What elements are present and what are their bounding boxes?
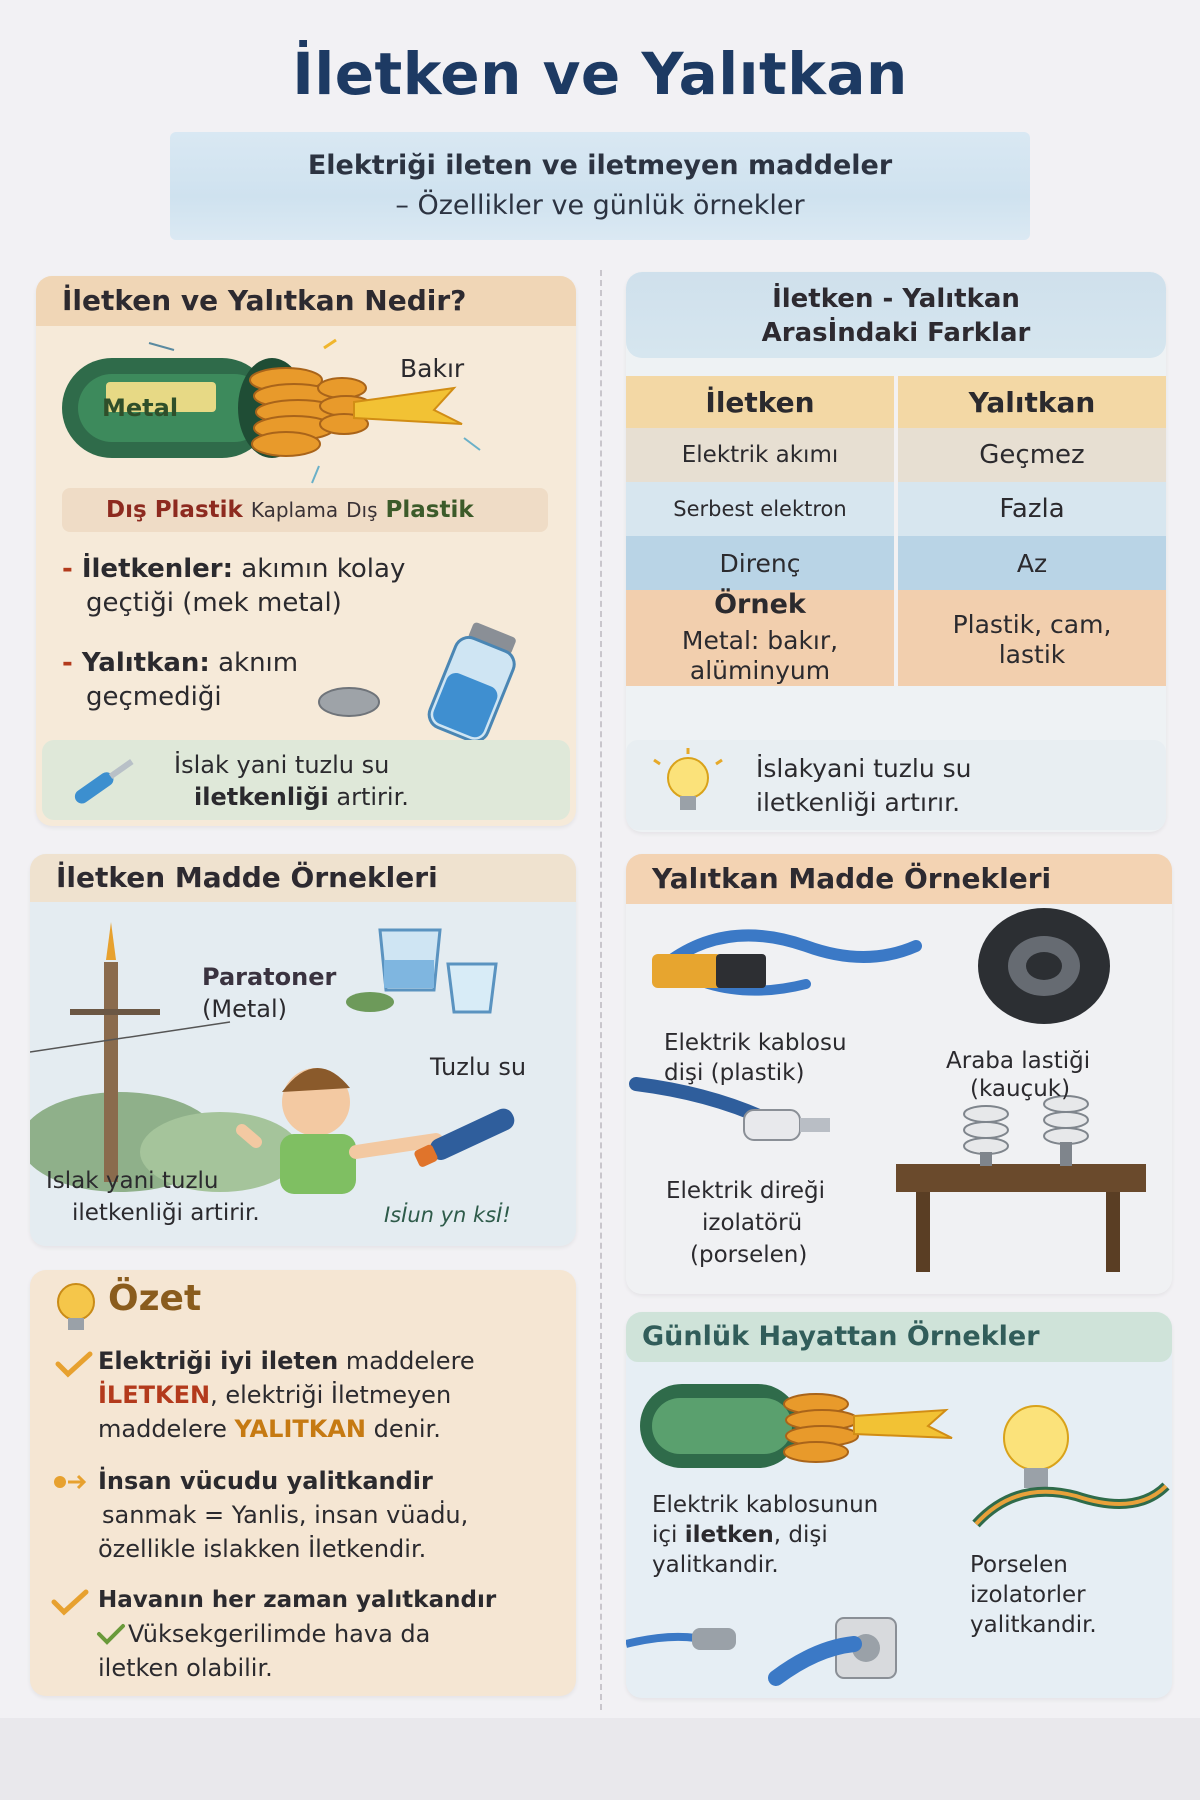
insulator-examples-panel [626, 854, 1172, 1294]
pole-label-line1: Elektrik direği [666, 1178, 825, 1204]
summary-item1-line3-post: denir. [366, 1415, 441, 1443]
differences-heading [626, 272, 1166, 358]
salt-water-label: Tuzlu su [430, 1053, 527, 1081]
table-row [626, 536, 1166, 590]
summary-heading: Özet [108, 1278, 202, 1319]
daily-porcelain-line1: Porselen [970, 1552, 1068, 1578]
table-row [626, 590, 1166, 686]
daily-cable-line2-post: , dişi [773, 1522, 828, 1548]
summary-item3-line3: iletken olabilir. [98, 1654, 273, 1682]
summary-item1-rest: maddelere [338, 1347, 475, 1375]
arrow-icon [52, 1470, 92, 1494]
summary-item1-line3-pre: maddelere [98, 1415, 235, 1443]
insulator-examples-heading: Yalıtkan Madde Örnekleri [626, 854, 1172, 904]
lightning-rod-label: Paratoner [202, 963, 337, 991]
row1-left: Elektrik akımı [626, 428, 896, 482]
summary-item-2 [98, 1464, 568, 1566]
water-bottle-icon [416, 606, 536, 746]
insulator-definition [62, 646, 298, 714]
page-title: İletken ve Yalıtkan [292, 40, 908, 108]
check-icon [54, 1350, 94, 1380]
differences-heading-line2: Arasİndaki Farklar [761, 318, 1031, 348]
summary-item1-line2: , elektriği İletmeyen [210, 1381, 452, 1409]
differences-note-line1: İslakyani tuzlu su [756, 754, 972, 783]
table-row [626, 428, 1166, 482]
what-is-note-rest: artirir. [328, 783, 409, 811]
band-text-1: Dış [106, 497, 147, 523]
example-left: Metal: bakır, alüminyum [681, 626, 839, 685]
def2-bold: Yalıtkan: [81, 648, 210, 678]
summary-item-1 [98, 1344, 568, 1446]
row3-right: Az [896, 536, 1166, 590]
light-bulb-icon [48, 1278, 104, 1338]
wet-label-line2: iletkenliği artirir. [72, 1200, 260, 1226]
def1-prefix: - [62, 554, 82, 584]
band-text-4: Dış [346, 498, 378, 522]
subtitle-band [170, 132, 1030, 240]
cable-label-line2: dişi (plastik) [664, 1060, 805, 1086]
def2-rest: aknım [209, 648, 299, 678]
what-is-note-bold: iletkenliği [194, 783, 329, 811]
summary-item1-bold: Elektriği iyi ileten [98, 1347, 339, 1375]
daily-life-panel [626, 1312, 1172, 1698]
summary-item2-bold: İnsan vücudu yalitkandir [98, 1467, 433, 1495]
cable-label-line1: Elektrik kablosu [664, 1030, 847, 1056]
row2-right: Fazla [896, 482, 1166, 536]
differences-note [626, 740, 1166, 830]
metal-label: Metal [102, 394, 179, 422]
example-right-cell [896, 590, 1166, 686]
def2-line2: geçmediği [86, 682, 222, 712]
what-is-note [42, 740, 570, 820]
signature-text: Isİun yn ksİ! [384, 1203, 511, 1227]
summary-item1-hl: İLETKEN [98, 1381, 211, 1409]
pole-label-line2: izolatörü [702, 1210, 803, 1236]
summary-item2-line2: sanmak = Yanlis, insan vüaḋu, [102, 1501, 469, 1529]
conductor-examples-heading: İletken Madde Örnekleri [30, 854, 576, 902]
differences-note-line2: iletkenliği artırır. [756, 788, 961, 817]
comparison-table [626, 376, 1166, 686]
band-text-3: Kaplama [250, 498, 339, 522]
row1-right: Geçmez [896, 428, 1166, 482]
table-row [626, 482, 1166, 536]
differences-panel [626, 272, 1166, 832]
tire-label-line2: (kauçuk) [970, 1076, 1071, 1102]
example-label: Örnek [714, 589, 806, 620]
daily-cable-line2 [652, 1520, 828, 1550]
band-text-2: Plastik [154, 497, 243, 523]
summary-item3-bold: Havanın her zaman yalıtkandır [98, 1587, 497, 1613]
check-icon [50, 1588, 90, 1618]
daily-cable-line1: Elektrik kablosunun [652, 1492, 879, 1518]
coin-icon [314, 682, 384, 722]
column-divider [600, 270, 602, 1710]
summary-item2-line3: özellikle islakken İletkendir. [98, 1535, 427, 1563]
light-bulb-icon [648, 746, 728, 826]
what-is-note-line2 [194, 780, 409, 814]
pole-label-line3: (porselen) [690, 1242, 808, 1268]
example-left-cell [626, 590, 896, 686]
daily-porcelain-line3: yalitkandir. [970, 1612, 1097, 1638]
lightning-rod-sub: (Metal) [202, 995, 287, 1023]
conductor-definition [62, 552, 405, 620]
subtitle-line-1: Elektriği ileten ve iletmeyen maddeler [307, 150, 893, 181]
daily-cable-line2-bold: iletken [684, 1522, 774, 1548]
def1-bold: İletkenler: [81, 554, 233, 584]
row3-left: Direnç [626, 536, 896, 590]
screwdriver-icon [64, 754, 144, 808]
def1-line2: geçtiği (mek metal) [86, 588, 342, 618]
plastic-coating-band [62, 488, 548, 532]
summary-item-3 [98, 1582, 568, 1685]
copper-label: Bakır [400, 354, 465, 383]
summary-item1-hl2: YALITKAN [234, 1415, 367, 1443]
col-insulator: Yalıtkan [896, 376, 1166, 428]
wet-label-line1: Islak yani tuzlu [46, 1168, 219, 1194]
table-header-row [626, 376, 1166, 428]
conductor-examples-panel [30, 854, 576, 1246]
row2-left: Serbest elektron [626, 482, 896, 536]
def2-prefix: - [62, 648, 82, 678]
differences-heading-line1: İletken - Yalıtkan [772, 284, 1020, 314]
tire-label-line1: Araba lastiği [946, 1048, 1091, 1074]
daily-cable-line3: yalitkandir. [652, 1552, 779, 1578]
daily-cable-line2-pre: içi [652, 1522, 685, 1548]
daily-porcelain-line2: izolatorler [970, 1582, 1086, 1608]
def1-rest: akımın kolay [233, 554, 406, 584]
check-icon [96, 1622, 126, 1646]
example-right: Plastik, cam, lastik [952, 610, 1112, 669]
summary-panel [30, 1270, 576, 1696]
bottom-strip [0, 1718, 1200, 1800]
what-is-panel [36, 276, 576, 826]
what-is-heading: İletken ve Yalıtkan Nedir? [36, 276, 576, 326]
daily-life-heading: Günlük Hayattan Örnekler [626, 1312, 1172, 1362]
what-is-note-line1: İslak yani tuzlu su [174, 751, 390, 779]
band-text-5: Plastik [385, 497, 474, 523]
summary-item3-line2: Vüksekgerilimde hava da [128, 1620, 431, 1648]
subtitle-line-2: – Özellikler ve günlük örnekler [395, 190, 805, 221]
col-conductor: İletken [626, 376, 896, 428]
